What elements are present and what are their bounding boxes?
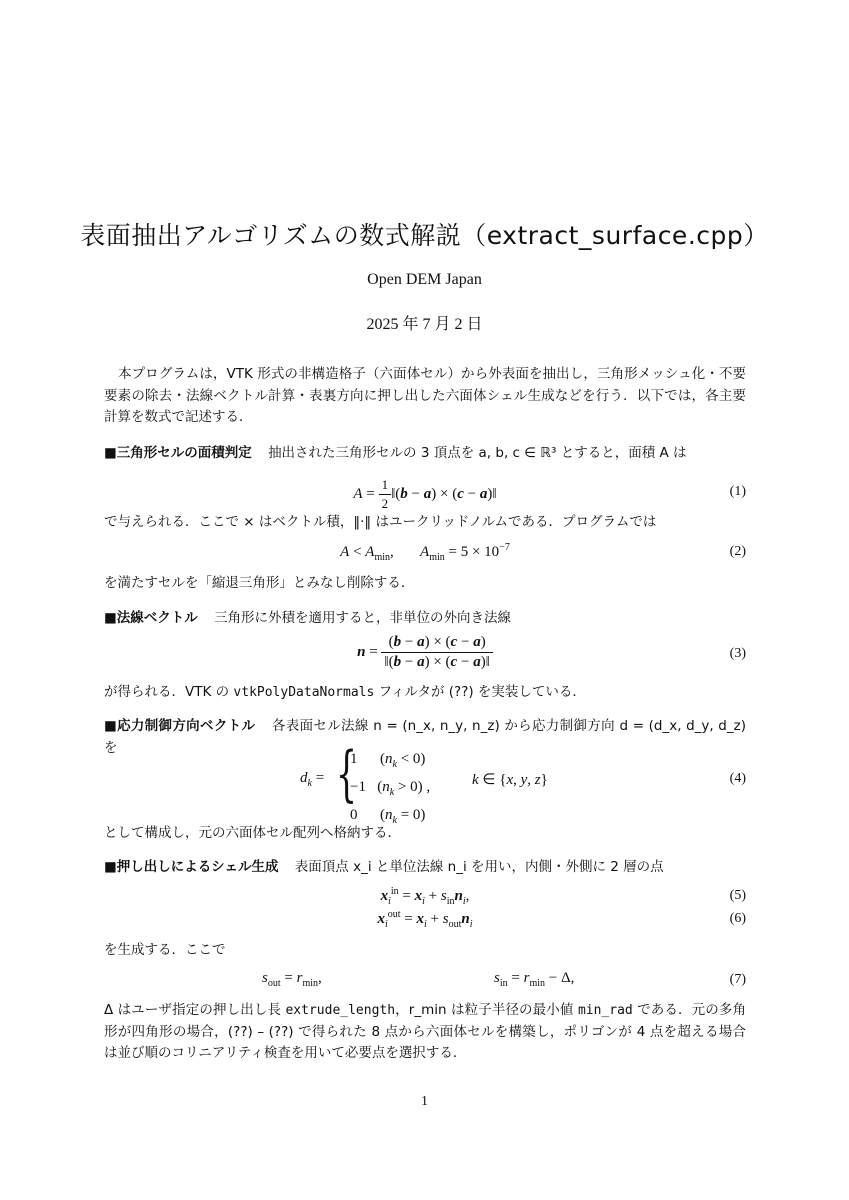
equation-6 <box>104 909 746 931</box>
equation-3 <box>104 634 746 678</box>
equation-7 <box>104 970 746 992</box>
equation-4-lhs: $d_k$ = <box>300 770 325 789</box>
section-area-mid: で与えられる．ここで × はベクトル積，‖·‖ はユークリッドノルムである．プログラムでは <box>104 514 657 530</box>
shell-tail-text-a: Δ はユーザ指定の押し出し長 <box>104 1002 286 1018</box>
code-min-rad: min_rad <box>577 1003 633 1018</box>
section-normal-lead-text: 三角形に外積を適用すると，非単位の外向き法線 <box>214 610 512 626</box>
equation-3-body: n = $\frac{(b - a) \times (c - a)}{‖(b - a) \times (c - a)‖}$ <box>104 634 746 671</box>
section-heading-area: ■三角形セルの面積判定 <box>104 445 252 461</box>
section-shell-lead-text: 表面頂点 x_i と単位法線 n_i を用い，内側・外側に 2 層の点 <box>294 859 664 875</box>
section-area-tail: を満たすセルを「縮退三角形」とみなし削除する． <box>104 575 415 591</box>
code-extrude-length: extrude_length <box>285 1003 396 1018</box>
equation-7-sout: $s_{out} = r_{min}$, <box>262 970 322 989</box>
author: Open DEM Japan <box>367 271 482 288</box>
equation-4-cases: 1 $(n_k < 0)$ −1 $(n_k > 0)$ , 0 $(n_k = 0)$ <box>350 751 431 826</box>
equation-4-domain: k ∈ {x, y, z} <box>472 772 548 788</box>
equation-2 <box>104 542 746 564</box>
page-number: 1 <box>421 1094 428 1109</box>
section-shell-lead <box>104 857 746 879</box>
equation-7-number: (7) <box>729 972 746 987</box>
equation-3-number: (3) <box>729 646 746 661</box>
page-title: 表面抽出アルゴリズムの数式解説（extract_surface.cpp） <box>80 221 769 250</box>
equation-5 <box>104 886 746 908</box>
equation-1 <box>104 477 746 513</box>
section-heading-normal: ■法線ベクトル <box>104 610 198 626</box>
section-direction-lead-text: 各表面セル法線 n = (n_x, n_y, n_z) から応力制御方向 d = (d_x, d_y, d_z) を <box>104 718 746 756</box>
equation-4-brace: { <box>336 739 358 809</box>
equation-6-number: (6) <box>729 911 746 926</box>
shell-tail-text-c: である．元の多角形が四角形の場合，(??) – (??) で得られた 8 点から六面体セルを構築し，ポリゴンが 4 点を超える場合は並び順のコリニアリティ検査を用いて必要点を選択する． <box>104 1002 746 1061</box>
equation-4-number: (4) <box>729 771 746 786</box>
section-shell-tail <box>104 1000 746 1065</box>
equation-2-number: (2) <box>729 544 746 559</box>
equation-5-body: $x_i^{in} = x_i + s_{in}n_i$, <box>380 886 470 907</box>
code-vtkpolydatanormals: vtkPolyDataNormals <box>233 685 375 700</box>
intro-paragraph: 本プログラムは，VTK 形式の非構造格子（六面体セル）から外表面を抽出し，三角形メッシュ化・不要要素の除去・法線ベクトル計算・表裏方向に押し出した六面体シェル生成などを行う．以下では，各主要計算を数式で記述する． <box>104 366 746 425</box>
section-normal-lead <box>104 608 746 630</box>
equation-4 <box>104 739 746 826</box>
section-normal-tail <box>104 682 746 704</box>
shell-tail-text-b: ，r_min は粒子半径の最小値 <box>395 1002 578 1018</box>
date: 2025 年 7 月 2 日 <box>366 316 483 333</box>
equation-6-body: $x_i^{out} = x_i + s_{out}n_i$ <box>377 909 473 930</box>
equation-7-sin: $s_{in} = r_{min} - \Delta$, <box>494 970 575 989</box>
section-area-lead <box>104 443 746 465</box>
normal-tail-text-a: が得られる．VTK の <box>104 684 234 700</box>
normal-tail-text-b: フィルタが (??) を実装している． <box>374 684 586 700</box>
equation-2-body: $A < A_{min}$, $A_{min} = 5 \times 10^{-7}$ <box>340 542 510 563</box>
section-heading-direction: ■応力制御方向ベクトル <box>104 718 256 734</box>
equation-5-number: (5) <box>729 888 746 903</box>
section-direction-tail: として構成し，元の六面体セル配列へ格納する． <box>104 825 401 841</box>
section-heading-shell: ■押し出しによるシェル生成 <box>104 859 279 875</box>
section-shell-mid: を生成する．ここで <box>104 942 226 958</box>
equation-1-number: (1) <box>729 484 746 499</box>
equation-1-body: A = $\frac{1}{2}$ ‖(b − a) × (c − a)‖ <box>353 477 497 511</box>
section-area-lead-text: 抽出された三角形セルの 3 頂点を a, b, c ∈ ℝ³ とすると，面積 A は <box>268 445 687 461</box>
